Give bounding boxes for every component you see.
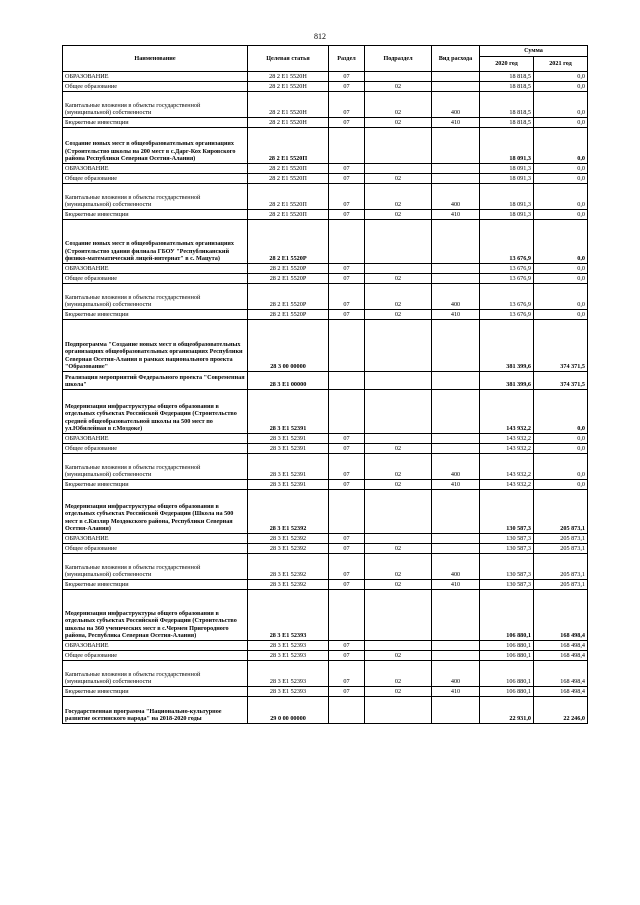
row-section: 07 [329,274,365,284]
row-sum-2020: 18 818,5 [480,82,534,92]
header-subsection: Подраздел [365,46,432,72]
row-section: 07 [329,444,365,454]
row-expense-type: 400 [432,554,480,580]
row-expense-type: 410 [432,118,480,128]
row-sum-2021: 168 498,4 [534,590,588,641]
row-code: 28 3 Е1 52391 [248,444,329,454]
row-expense-type [432,390,480,434]
row-expense-type [432,544,480,554]
row-code: 28 3 Е1 52393 [248,687,329,697]
row-sum-2021: 0,0 [534,310,588,320]
row-section: 07 [329,184,365,210]
row-section [329,220,365,264]
row-name: Капитальные вложения в объекты государственной (муниципальной) собственности [63,92,248,118]
row-code: 28 3 Е1 52391 [248,480,329,490]
row-name: Капитальные вложения в объекты государственной (муниципальной) собственности [63,661,248,687]
table-row [63,174,588,184]
row-section [329,128,365,164]
table-row [63,264,588,274]
table-row [63,72,588,82]
row-subsection: 02 [365,184,432,210]
row-name: Бюджетные инвестиции [63,210,248,220]
table-row [63,480,588,490]
row-name: ОБРАЗОВАНИЕ [63,264,248,274]
row-subsection: 02 [365,92,432,118]
row-section [329,320,365,372]
row-sum-2021: 205 873,1 [534,490,588,534]
row-sum-2021: 205 873,1 [534,580,588,590]
row-name: Создание новых мест в общеобразовательных организациях (Строительство здания филиала ГБОУ "Республиканский физико-математический лицей-интернат" в с. Мацута) [63,220,248,264]
row-section: 07 [329,164,365,174]
row-expense-type [432,264,480,274]
row-sum-2021: 374 371,5 [534,320,588,372]
row-subsection: 02 [365,284,432,310]
row-expense-type [432,590,480,641]
row-subsection [365,490,432,534]
row-sum-2020: 106 880,1 [480,590,534,641]
row-code: 28 2 Е1 5520Н [248,92,329,118]
row-section: 07 [329,92,365,118]
table-row [63,164,588,174]
row-section: 07 [329,118,365,128]
row-name: ОБРАЗОВАНИЕ [63,534,248,544]
row-sum-2021: 0,0 [534,92,588,118]
row-code: 28 3 Е1 52392 [248,554,329,580]
row-sum-2021: 0,0 [534,128,588,164]
row-name: Общее образование [63,444,248,454]
row-expense-type: 400 [432,284,480,310]
table-row [63,651,588,661]
row-name: ОБРАЗОВАНИЕ [63,641,248,651]
row-subsection: 02 [365,210,432,220]
row-sum-2020: 106 880,1 [480,651,534,661]
table-row [63,490,588,534]
header-year-2020: 2020 год [480,57,534,72]
table-row [63,641,588,651]
row-code: 28 3 Е1 52393 [248,641,329,651]
row-sum-2020: 18 091,3 [480,174,534,184]
row-sum-2020: 106 880,1 [480,641,534,651]
row-subsection: 02 [365,174,432,184]
row-expense-type: 400 [432,661,480,687]
row-code: 28 3 Е1 52392 [248,580,329,590]
row-code: 28 2 Е1 5520Н [248,72,329,82]
row-expense-type: 410 [432,210,480,220]
row-subsection: 02 [365,554,432,580]
row-sum-2020: 18 091,3 [480,164,534,174]
row-section [329,590,365,641]
table-row [63,434,588,444]
row-sum-2021: 374 371,5 [534,372,588,390]
table-row [63,184,588,210]
row-sum-2020: 130 587,3 [480,554,534,580]
row-subsection: 02 [365,480,432,490]
row-name: Бюджетные инвестиции [63,118,248,128]
row-section [329,390,365,434]
row-subsection [365,320,432,372]
header-section: Раздел [329,46,365,72]
row-expense-type [432,372,480,390]
table-row [63,118,588,128]
row-section [329,490,365,534]
row-sum-2020: 130 587,3 [480,534,534,544]
row-code: 28 3 Е1 00000 [248,372,329,390]
header-sum: Сумма [480,46,588,57]
row-sum-2020: 143 932,2 [480,480,534,490]
row-sum-2021: 205 873,1 [534,554,588,580]
row-code: 28 3 Е1 52393 [248,651,329,661]
row-name: Бюджетные инвестиции [63,310,248,320]
row-name: ОБРАЗОВАНИЕ [63,72,248,82]
row-expense-type [432,444,480,454]
row-expense-type [432,697,480,724]
row-sum-2020: 143 932,2 [480,454,534,480]
row-section: 07 [329,480,365,490]
row-name: Бюджетные инвестиции [63,687,248,697]
row-section: 07 [329,544,365,554]
row-code: 28 3 Е1 52391 [248,434,329,444]
row-expense-type [432,72,480,82]
row-code: 28 2 Е1 5520Р [248,310,329,320]
row-sum-2020: 13 676,9 [480,284,534,310]
row-sum-2021: 0,0 [534,434,588,444]
row-sum-2021: 0,0 [534,274,588,284]
row-expense-type [432,274,480,284]
table-row [63,128,588,164]
row-name: Общее образование [63,651,248,661]
row-code: 28 2 Е1 5520П [248,128,329,164]
table-row [63,92,588,118]
table-row [63,661,588,687]
header-name: Наименование [63,46,248,72]
row-code: 28 3 Е1 52391 [248,454,329,480]
row-name: Капитальные вложения в объекты государственной (муниципальной) собственности [63,184,248,210]
row-sum-2020: 18 091,3 [480,184,534,210]
row-subsection [365,534,432,544]
row-sum-2021: 0,0 [534,72,588,82]
row-sum-2021: 0,0 [534,164,588,174]
row-subsection [365,641,432,651]
row-name: ОБРАЗОВАНИЕ [63,434,248,444]
row-subsection [365,264,432,274]
table-row [63,220,588,264]
row-code: 28 2 Е1 5520Н [248,82,329,92]
row-expense-type [432,434,480,444]
row-section: 07 [329,210,365,220]
table-row [63,274,588,284]
row-subsection: 02 [365,274,432,284]
row-sum-2021: 0,0 [534,184,588,210]
row-subsection [365,590,432,641]
row-name: Капитальные вложения в объекты государственной (муниципальной) собственности [63,454,248,480]
row-code: 28 2 Е1 5520П [248,210,329,220]
row-sum-2021: 168 498,4 [534,687,588,697]
table-row [63,697,588,724]
row-sum-2021: 205 873,1 [534,544,588,554]
row-sum-2020: 106 880,1 [480,687,534,697]
row-sum-2020: 130 587,3 [480,580,534,590]
row-sum-2021: 0,0 [534,118,588,128]
row-code: 28 2 Е1 5520Р [248,284,329,310]
table-row [63,284,588,310]
row-sum-2020: 13 676,9 [480,220,534,264]
row-section: 07 [329,72,365,82]
header-expense-type: Вид расхода [432,46,480,72]
row-sum-2020: 18 091,3 [480,128,534,164]
row-name: Капитальные вложения в объекты государственной (муниципальной) собственности [63,554,248,580]
row-subsection: 02 [365,444,432,454]
row-subsection: 02 [365,82,432,92]
table-header [63,46,588,72]
row-section: 07 [329,641,365,651]
row-name: Бюджетные инвестиции [63,480,248,490]
table-row [63,372,588,390]
table-row [63,554,588,580]
row-code: 28 3 Е1 52392 [248,490,329,534]
row-code: 28 3 Е1 52393 [248,661,329,687]
row-code: 28 3 Е1 52393 [248,590,329,641]
row-name: Капитальные вложения в объекты государственной (муниципальной) собственности [63,284,248,310]
row-subsection [365,72,432,82]
row-name: Модернизация инфраструктуры общего образования в отдельных субъектах Российской Федерации (Школа на 500 мест в с.Кизляр Моздокского района, Республики Северная Осетия-Алания) [63,490,248,534]
row-sum-2021: 22 246,0 [534,697,588,724]
row-sum-2021: 0,0 [534,82,588,92]
row-code: 28 2 Е1 5520Н [248,118,329,128]
table-row [63,310,588,320]
row-code: 28 2 Е1 5520П [248,174,329,184]
row-code: 28 2 Е1 5520Р [248,220,329,264]
row-expense-type: 400 [432,184,480,210]
row-subsection [365,128,432,164]
row-sum-2020: 381 399,6 [480,372,534,390]
row-sum-2021: 0,0 [534,220,588,264]
row-name: Государственная программа "Национально-культурное развитие осетинского народа" на 2018-2020 годы [63,697,248,724]
row-sum-2021: 168 498,4 [534,661,588,687]
row-expense-type: 410 [432,480,480,490]
row-subsection: 02 [365,454,432,480]
row-name: Общее образование [63,274,248,284]
row-code: 28 3 Е1 52391 [248,390,329,434]
row-sum-2021: 0,0 [534,480,588,490]
row-section: 07 [329,434,365,444]
row-sum-2021: 0,0 [534,174,588,184]
row-expense-type: 410 [432,580,480,590]
row-section: 07 [329,534,365,544]
table-row [63,687,588,697]
row-sum-2020: 130 587,3 [480,490,534,534]
row-code: 28 3 Е1 52392 [248,534,329,544]
row-sum-2020: 18 091,3 [480,210,534,220]
row-sum-2020: 106 880,1 [480,661,534,687]
row-subsection [365,434,432,444]
row-code: 28 3 00 00000 [248,320,329,372]
row-section: 07 [329,651,365,661]
row-name: Модернизация инфраструктуры общего образования в отдельных субъектах Российской Федерации (Строительство школы на 360 ученических мест в с.Чермен Пригородного района, Республика Северная Осетия-Алания) [63,590,248,641]
row-sum-2020: 18 818,5 [480,118,534,128]
row-sum-2021: 205 873,1 [534,534,588,544]
row-name: Общее образование [63,544,248,554]
row-section: 07 [329,82,365,92]
row-section [329,697,365,724]
row-sum-2021: 168 498,4 [534,651,588,661]
row-expense-type [432,128,480,164]
row-name: Подпрограмма "Создание новых мест в общеобразовательных организациях общеобразовательных организациях Республики Северная Осетия-Алания в рамках национального проекта "Образование" [63,320,248,372]
row-code: 28 2 Е1 5520Р [248,274,329,284]
row-sum-2021: 0,0 [534,390,588,434]
row-section: 07 [329,264,365,274]
row-code: 29 0 00 00000 [248,697,329,724]
row-name: Бюджетные инвестиции [63,580,248,590]
row-sum-2020: 13 676,9 [480,274,534,284]
table-body [63,72,588,724]
row-expense-type: 410 [432,310,480,320]
row-expense-type [432,320,480,372]
table-row [63,210,588,220]
row-name: Реализация мероприятий Федерального проекта "Современная школа" [63,372,248,390]
row-subsection: 02 [365,687,432,697]
row-name: Создание новых мест в общеобразовательных организациях (Строительство школы на 200 мест в с.Дарг-Кох Кировского района Республики Северная Осетия-Алания) [63,128,248,164]
row-code: 28 3 Е1 52392 [248,544,329,554]
table-row [63,320,588,372]
table-row [63,390,588,434]
row-subsection: 02 [365,310,432,320]
row-section: 07 [329,661,365,687]
row-subsection [365,697,432,724]
row-subsection: 02 [365,544,432,554]
row-expense-type: 410 [432,687,480,697]
table-row [63,580,588,590]
row-sum-2020: 13 676,9 [480,310,534,320]
row-subsection [365,390,432,434]
row-expense-type [432,82,480,92]
row-name: Общее образование [63,82,248,92]
row-subsection: 02 [365,118,432,128]
row-expense-type [432,174,480,184]
row-code: 28 2 Е1 5520П [248,164,329,174]
row-subsection: 02 [365,651,432,661]
row-expense-type [432,534,480,544]
row-expense-type [432,164,480,174]
row-sum-2020: 13 676,9 [480,264,534,274]
row-expense-type [432,641,480,651]
row-code: 28 2 Е1 5520Р [248,264,329,274]
row-expense-type: 400 [432,92,480,118]
table-row [63,590,588,641]
row-section: 07 [329,174,365,184]
row-sum-2020: 130 587,3 [480,544,534,554]
row-section [329,372,365,390]
row-section: 07 [329,454,365,480]
row-sum-2020: 143 932,2 [480,444,534,454]
page-number: 812 [314,32,326,41]
row-sum-2021: 168 498,4 [534,641,588,651]
row-subsection [365,372,432,390]
table-row [63,82,588,92]
row-sum-2020: 22 931,0 [480,697,534,724]
table-row [63,444,588,454]
row-section: 07 [329,554,365,580]
row-expense-type: 400 [432,454,480,480]
row-expense-type [432,651,480,661]
row-sum-2021: 0,0 [534,444,588,454]
row-section: 07 [329,580,365,590]
row-sum-2020: 143 932,2 [480,434,534,444]
table-row [63,534,588,544]
row-sum-2021: 0,0 [534,454,588,480]
header-code: Целевая статья [248,46,329,72]
row-expense-type [432,490,480,534]
table-row [63,544,588,554]
row-subsection: 02 [365,580,432,590]
row-sum-2020: 18 818,5 [480,72,534,82]
row-subsection: 02 [365,661,432,687]
row-name: Общее образование [63,174,248,184]
header-year-2021: 2021 год [534,57,588,72]
row-code: 28 2 Е1 5520П [248,184,329,210]
row-sum-2021: 0,0 [534,210,588,220]
row-sum-2020: 18 818,5 [480,92,534,118]
row-name: Модернизация инфраструктуры общего образования в отдельных субъектах Российской Федерации (Строительство средней общеобразовательной школы на 500 мест по ул.Юбилейная в г.Моздоке) [63,390,248,434]
budget-table [62,45,588,724]
row-subsection [365,164,432,174]
row-sum-2020: 143 932,2 [480,390,534,434]
table-row [63,454,588,480]
row-name: ОБРАЗОВАНИЕ [63,164,248,174]
row-sum-2020: 381 399,6 [480,320,534,372]
row-sum-2021: 0,0 [534,264,588,274]
row-sum-2021: 0,0 [534,284,588,310]
row-section: 07 [329,687,365,697]
row-section: 07 [329,310,365,320]
row-section: 07 [329,284,365,310]
row-expense-type [432,220,480,264]
row-subsection [365,220,432,264]
